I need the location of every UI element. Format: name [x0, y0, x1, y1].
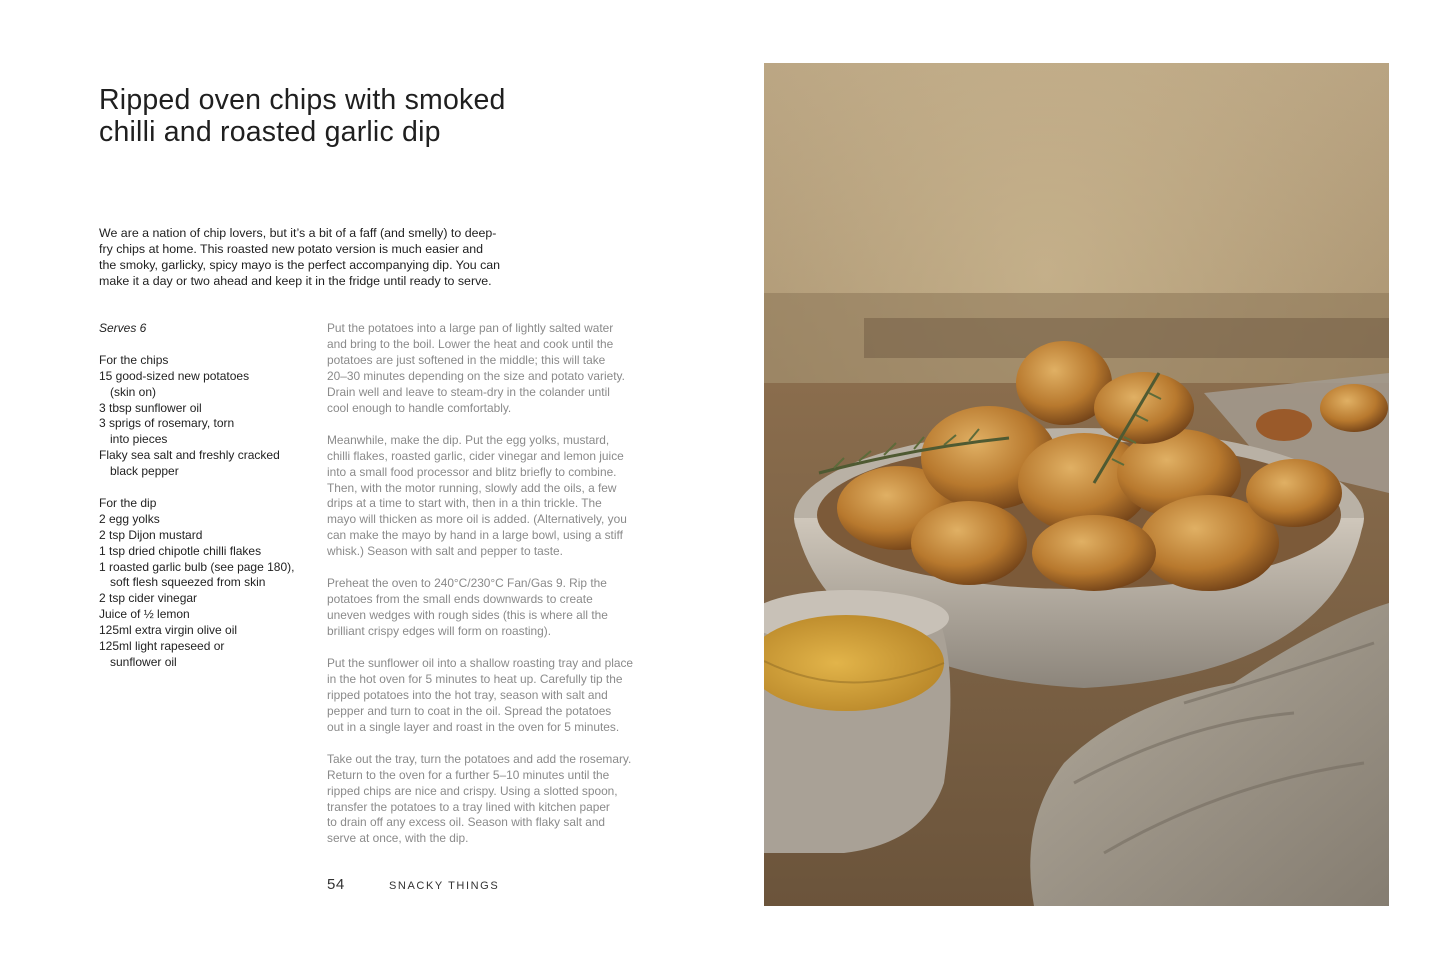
- ingredients-list: [99, 321, 319, 671]
- ingredient-item: 2 tsp Dijon mustard: [99, 527, 203, 542]
- method-line: to drain off any excess oil. Season with flaky salt and: [327, 815, 606, 830]
- ingredient-item: 3 tbsp sunflower oil: [99, 400, 202, 415]
- title-line: chilli and roasted garlic dip: [99, 116, 441, 148]
- method-line: ripped chips are nice and crispy. Using a slotted spoon,: [327, 783, 618, 798]
- intro-line: fry chips at home. This roasted new potato version is much easier and: [99, 242, 484, 256]
- method-paragraph: [327, 752, 672, 848]
- method-line: drips at a time to start with, then in a thin trickle. The: [327, 496, 602, 511]
- intro-line: the smoky, garlicky, spicy mayo is the perfect accompanying dip. You can: [99, 258, 501, 272]
- ingredient-item: soft flesh squeezed from skin: [110, 575, 266, 590]
- method-line: Then, with the motor running, slowly add the oils, a few: [327, 480, 617, 495]
- ingredient-item: 125ml light rapeseed or: [99, 639, 225, 654]
- method-line: Meanwhile, make the dip. Put the egg yolks, mustard,: [327, 432, 610, 447]
- method-paragraph: [327, 321, 672, 417]
- ingredient-item: 1 roasted garlic bulb (see page 180),: [99, 559, 295, 574]
- food-photo-illustration: [764, 63, 1389, 906]
- recipe-intro: [99, 225, 549, 289]
- method-line: potatoes from the small ends downwards to create: [327, 592, 593, 607]
- spacer: [99, 480, 319, 496]
- method-paragraph: [327, 576, 672, 640]
- method-line: Preheat the oven to 240°C/230°C Fan/Gas 9. Rip the: [327, 576, 607, 591]
- method-paragraph: [327, 433, 672, 561]
- method-line: Return to the oven for a further 5–10 minutes until the: [327, 767, 610, 782]
- ingredient-item: 1 tsp dried chipotle chilli flakes: [99, 543, 262, 558]
- method-line: chilli flakes, roasted garlic, cider vinegar and lemon juice: [327, 448, 624, 463]
- method-line: Put the sunflower oil into a shallow roasting tray and place: [327, 655, 634, 670]
- spacer: [99, 337, 319, 353]
- section-title: SNACKY THINGS: [389, 880, 500, 892]
- method-line: in the hot oven for 5 minutes to heat up. Carefully tip the: [327, 671, 623, 686]
- method-line: pepper and turn to coat in the oil. Spread the potatoes: [327, 703, 612, 718]
- ingredient-item: Juice of ½ lemon: [99, 607, 190, 622]
- method-line: and bring to the boil. Lower the heat and cook until the: [327, 336, 614, 351]
- chips-heading: For the chips: [99, 352, 169, 367]
- ingredient-item: black pepper: [110, 464, 179, 479]
- ingredient-item: (skin on): [110, 384, 157, 399]
- recipe-photo: [764, 63, 1389, 906]
- ingredient-item: Flaky sea salt and freshly cracked: [99, 448, 280, 463]
- method-paragraph: [327, 656, 672, 736]
- ingredient-item: into pieces: [110, 432, 168, 447]
- method-line: Put the potatoes into a large pan of lightly salted water: [327, 321, 614, 335]
- ingredient-item: 2 egg yolks: [99, 511, 160, 526]
- intro-line: We are a nation of chip lovers, but it’s a bit of a faff (and smelly) to deep-: [99, 226, 497, 240]
- ingredient-item: sunflower oil: [110, 655, 177, 669]
- serves-label: Serves 6: [99, 321, 147, 335]
- method-line: can make the mayo by hand in a large bowl, using a stiff: [327, 528, 623, 543]
- method-line: Take out the tray, turn the potatoes and add the rosemary.: [327, 751, 632, 766]
- method-line: out in a single layer and roast in the oven for 5 minutes.: [327, 719, 620, 734]
- method-line: transfer the potatoes to a tray lined with kitchen paper: [327, 799, 610, 814]
- ingredient-item: 3 sprigs of rosemary, torn: [99, 416, 235, 431]
- method-line: 20–30 minutes depending on the size and potato variety.: [327, 368, 625, 383]
- dip-heading: For the dip: [99, 495, 157, 510]
- page-number: 54: [327, 876, 345, 893]
- ingredient-item: 15 good-sized new potatoes: [99, 368, 250, 383]
- method-line: Drain well and leave to steam-dry in the colander until: [327, 384, 610, 399]
- method-line: cool enough to handle comfortably.: [327, 400, 512, 415]
- method-line: uneven wedges with rough sides (this is where all the: [327, 608, 608, 623]
- method-line: ripped potatoes into the hot tray, season with salt and: [327, 687, 608, 702]
- intro-line: make it a day or two ahead and keep it in the fridge until ready to serve.: [99, 274, 492, 288]
- method-steps: [327, 321, 672, 863]
- method-line: brilliant crispy edges will form on roasting).: [327, 624, 552, 639]
- method-line: whisk.) Season with salt and pepper to taste.: [327, 544, 563, 559]
- method-line: serve at once, with the dip.: [327, 831, 469, 846]
- method-line: into a small food processor and blitz briefly to combine.: [327, 464, 617, 479]
- recipe-title: [99, 84, 659, 148]
- ingredient-item: 2 tsp cider vinegar: [99, 591, 198, 606]
- title-line: Ripped oven chips with smoked: [99, 84, 506, 116]
- method-line: potatoes are just softened in the middle; this will take: [327, 352, 606, 367]
- method-line: mayo will thicken as more oil is added. (Alternatively, you: [327, 512, 627, 527]
- ingredient-item: 125ml extra virgin olive oil: [99, 623, 238, 638]
